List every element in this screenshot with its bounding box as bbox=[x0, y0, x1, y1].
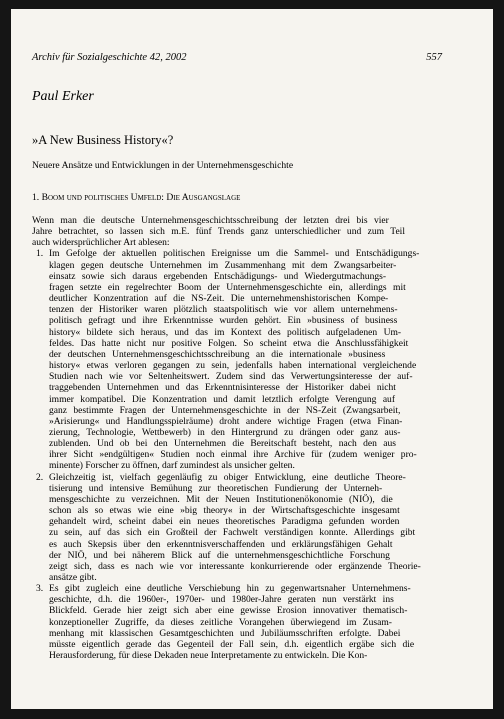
trend-list-item bbox=[32, 472, 442, 584]
trend-list-item bbox=[32, 583, 442, 661]
text-line: gehandelt wird, scheint dabei ein neues theoretisches Paradigma gefunden worden bbox=[49, 516, 400, 528]
text-line: Studien nach wie vor Seltenheitswert. Zudem sind das Verwertungsinteresse der auf- bbox=[49, 371, 413, 383]
text-line: deutlicher Konzentration auf die NS-Zeit. Die unternehmenshistorischen Kompe- bbox=[49, 293, 389, 305]
trend-list-item bbox=[32, 248, 442, 471]
text-line: Herausforderung, für diese Dekaden neue Interpretamente zu entwickeln. Die Kon- bbox=[49, 650, 368, 662]
text-line: Gleichzeitig ist, vielfach gegenläufig zu obiger Entwicklung, eine deutliche Theore- bbox=[49, 471, 406, 483]
text-line: einsatz sowie sich daraus ergebenden Entschädigungs- und Wiedergutmachungs- bbox=[49, 270, 387, 282]
text-line: ihrer Sicht »endgültigen« Studien noch einmal ihre Archive für (zudem weniger pro- bbox=[49, 449, 417, 461]
text-line: history« bildete sich heraus, und das im Kontext des politisch aufgeladenen Um- bbox=[49, 326, 402, 338]
text-line: klagen gegen deutsche Unternehmen im Zusammenhang mit dem Zwangsarbeiter- bbox=[49, 259, 397, 271]
text-line: Wenn man die deutsche Unternehmensgeschichtsschreibung der letzten drei bis vier bbox=[32, 215, 389, 226]
article-body bbox=[32, 215, 442, 661]
text-line: ansätze gibt. bbox=[49, 572, 97, 583]
text-line: immer kompatibel. Die Konzentration und damit letztlich erfolgte Verengung auf bbox=[49, 393, 396, 405]
text-line: müsste eigentlich gerade das Gegenteil der Fall sein, d.h. eigentlich ergäbe sich die bbox=[49, 638, 415, 650]
text-line: politisch gefragt und ihre Erkenntnisse wurden gehört. Ein »business of business bbox=[49, 315, 398, 327]
text-line: traggebenden Unternehmen und das Erkenntnisinteresse der Historiker dabei nicht bbox=[49, 382, 396, 394]
text-line: zeigt sich, dass es nach wie vor interessante konkurrierende oder ergänzende Theorie- bbox=[49, 560, 421, 572]
text-line: konzeptioneller Zugriffe, da dieses zeitliche Vorangehen überwiegend im Zusam- bbox=[49, 616, 392, 628]
text-line: Jahre betrachtet, so lassen sich m.E. fünf Trends ganz unterschiedlicher und zum Teil bbox=[32, 226, 405, 238]
text-line: der NIÖ, und bei näherem Blick auf die unternehmensgeschichtliche Forschung bbox=[49, 549, 390, 561]
text-line: mensgeschichte zu verzeichnen. Mit der Neuen Institutionenökonomie (NIÖ), die bbox=[49, 493, 393, 505]
text-line: Es gibt zugleich eine deutliche Verschiebung hin zu gegenwartsnaher Unternehmens- bbox=[49, 583, 411, 595]
text-line: tisierung und intensive Bemühung zur theoretischen Fundierung der Unterneh- bbox=[49, 482, 383, 494]
text-line: zublenden. Und ob bei den Unternehmen die Bereitschaft besteht, nach den aus bbox=[49, 438, 397, 450]
text-line: history« etwas verloren gegangen zu sein, jedenfalls haben international vergleichende bbox=[49, 360, 417, 372]
journal-page bbox=[11, 9, 493, 709]
running-head bbox=[32, 52, 442, 64]
trend-list bbox=[32, 248, 442, 661]
intro-paragraph bbox=[32, 215, 442, 248]
article-subtitle: Neuere Ansätze und Entwicklungen in der Unternehmensgeschichte bbox=[32, 160, 294, 171]
text-line: schon als so etwas wie eine »big theory« in der Wirtschaftsgeschichte insgesamt bbox=[49, 505, 400, 517]
text-line: ganz bestimmte Fragen der Unternehmensgeschichte in der NS-Zeit (Zwangsarbeit, bbox=[49, 404, 401, 416]
text-line: auch widersprüchlicher Art ablesen: bbox=[32, 237, 170, 249]
list-item-number: 1. bbox=[36, 248, 44, 260]
text-line: tenzen der Historiker waren plötzlich staatspolitisch wie vor allem unternehmens- bbox=[49, 304, 398, 316]
text-line: menhang mit klassischen Gesamtgeschichten und Jubiläumsschriften erfolgte. Dabei bbox=[49, 627, 401, 639]
section-heading: 1. Boom und politisches Umfeld: Die Ausgangslage bbox=[32, 192, 241, 203]
text-line: geschichte, d.h. die 1960er-, 1970er- und 1980er-Jahre geraten nun verstärkt ins bbox=[49, 594, 394, 606]
text-line: Im Gefolge der aktuellen politischen Ereignisse um die Sammel- und Entschädigungs- bbox=[49, 248, 420, 260]
list-item-number: 3. bbox=[36, 583, 44, 595]
text-line: feldes. Das hatte nicht nur positive Folgen. So scheint etwa die Anschlussfähigkeit bbox=[49, 337, 409, 349]
page-number: 557 bbox=[426, 52, 442, 63]
author-name: Paul Erker bbox=[32, 89, 94, 104]
article-title: »A New Business History«? bbox=[32, 133, 174, 147]
text-line: zu sein, auf das sich ein Großteil der Fachwelt verständigen konnte. Allerdings gibt bbox=[49, 527, 416, 539]
list-item-number: 2. bbox=[36, 471, 44, 483]
text-line: der deutschen Unternehmensgeschichtsschreibung an die internationale »business bbox=[49, 348, 386, 360]
text-line: minente) Forscher zu öffnen, darf zumindest als unsicher gelten. bbox=[49, 460, 295, 472]
text-line: »Arisierung« und Handlungsspielräume) droht andere wichtige Fragen (etwa Finan- bbox=[49, 415, 403, 427]
text-line: fragen setzte ein regelrechter Boom der Unternehmensgeschichte ein, allerdings mit bbox=[49, 281, 406, 293]
text-line: es auch Skepsis über den erkenntnisverschaffenden und erklärungsfähigen Gehalt bbox=[49, 538, 393, 550]
text-line: Blickfeld. Gerade hier zeigt sich aber eine gewisse Erosion innovativer thematisch- bbox=[49, 605, 408, 617]
text-line: zierung, Technologie, Wettbewerb) in den Hintergrund zu drängen oder ganz aus- bbox=[49, 426, 401, 438]
journal-title: Archiv für Sozialgeschichte 42, 2002 bbox=[32, 52, 187, 63]
